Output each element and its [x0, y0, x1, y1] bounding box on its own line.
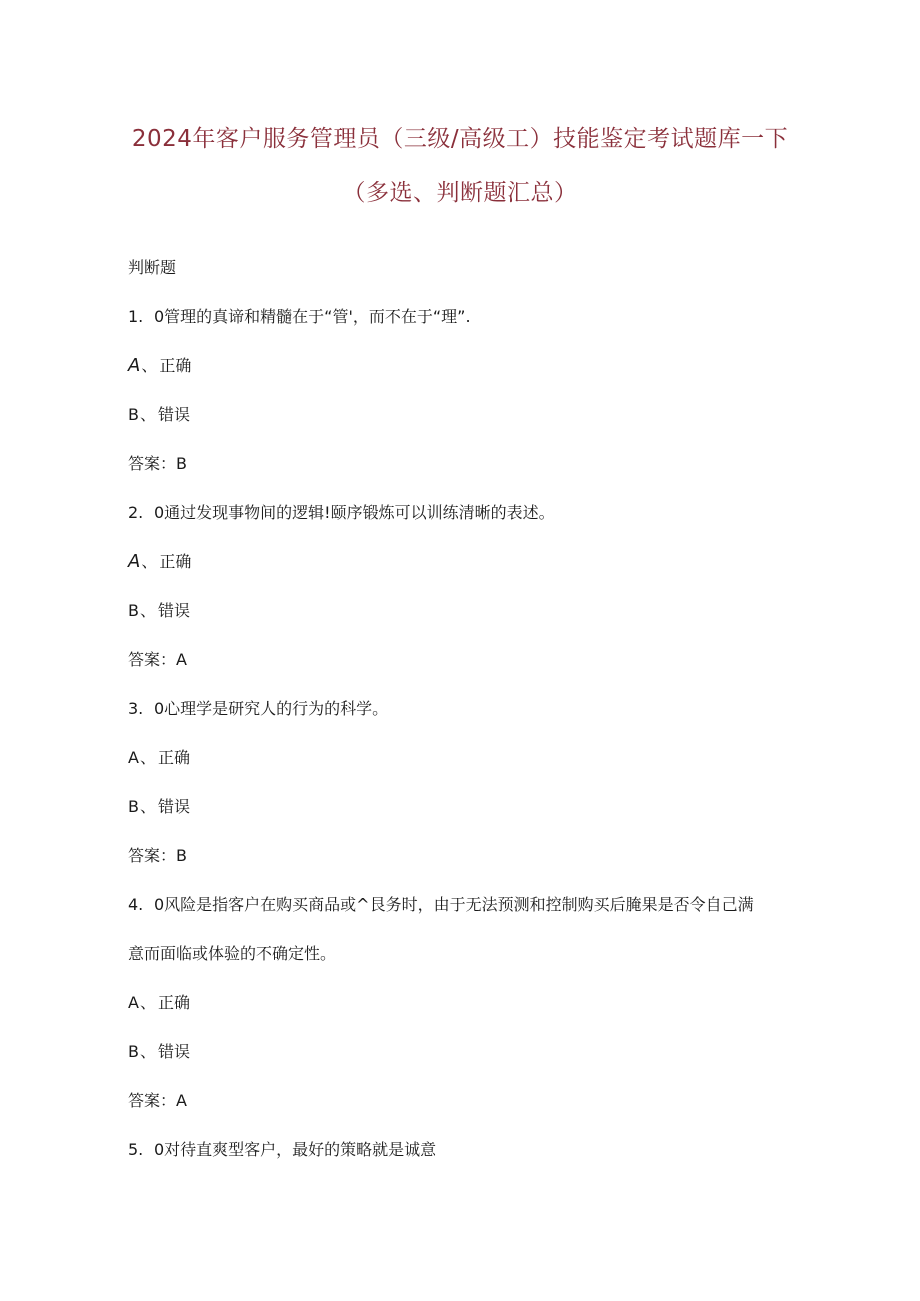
option-letter: B: [128, 1042, 139, 1061]
question-number: 5.: [128, 1140, 144, 1159]
question-2: [128, 503, 555, 523]
question-2-option-b: [128, 601, 190, 621]
option-separator: 、: [141, 552, 158, 571]
answer-value: A: [176, 650, 187, 669]
section-heading: 判断题: [128, 258, 177, 277]
option-label: 错误: [158, 797, 191, 816]
answer-value: B: [176, 846, 187, 865]
option-letter: A: [128, 355, 141, 376]
document-title-line-1: 2024年客户服务管理员（三级/高级工）技能鉴定考试题库一下: [131, 126, 789, 152]
option-letter: B: [128, 601, 139, 620]
question-2-answer: [128, 650, 187, 670]
answer-label: 答案：: [128, 1091, 177, 1110]
question-text: 0管理的真谛和精髓在于“管'，而不在于“理”.: [154, 307, 471, 326]
option-label: 正确: [159, 552, 192, 571]
option-letter: B: [128, 797, 139, 816]
question-text: 0对待直爽型客户，最好的策略就是诚意: [154, 1140, 437, 1159]
question-1-option-a: [128, 356, 191, 376]
document-title-line-2: （多选、判断题汇总）: [342, 180, 578, 206]
question-text: 0通过发现事物间的逻辑!颐序锻炼可以训练清晰的表述。: [154, 503, 555, 522]
question-3-answer: [128, 846, 187, 866]
answer-label: 答案：: [128, 454, 177, 473]
question-1-option-b: [128, 405, 190, 425]
option-separator: 、: [139, 797, 156, 816]
option-label: 错误: [158, 1042, 191, 1061]
answer-label: 答案：: [128, 650, 177, 669]
option-separator: 、: [139, 748, 156, 767]
option-separator: 、: [139, 993, 156, 1012]
question-text: 0风险是指客户在购买商品或^艮务时，由于无法预测和控制购买后腌果是否令自己满: [154, 895, 754, 914]
question-5: [128, 1140, 436, 1160]
question-4-option-b: [128, 1042, 190, 1062]
option-separator: 、: [141, 356, 158, 375]
question-4-continuation: 意而面临或体验的不确定性。: [128, 944, 337, 963]
question-number: 1.: [128, 307, 144, 326]
question-text: 0心理学是研究人的行为的科学。: [154, 699, 389, 718]
option-label: 错误: [158, 601, 191, 620]
option-separator: 、: [139, 405, 156, 424]
option-label: 错误: [158, 405, 191, 424]
answer-label: 答案：: [128, 846, 177, 865]
question-3: [128, 699, 388, 719]
option-separator: 、: [139, 1042, 156, 1061]
question-4-option-a: [128, 993, 190, 1013]
option-separator: 、: [139, 601, 156, 620]
question-2-option-a: [128, 552, 191, 572]
option-letter: A: [128, 748, 139, 767]
answer-value: A: [176, 1091, 187, 1110]
answer-value: B: [176, 454, 187, 473]
option-label: 正确: [159, 356, 192, 375]
option-label: 正确: [157, 748, 190, 767]
question-4-answer: [128, 1091, 187, 1111]
option-label: 正确: [157, 993, 190, 1012]
question-1-answer: [128, 454, 187, 474]
option-letter: B: [128, 405, 139, 424]
option-letter: A: [128, 551, 141, 572]
question-3-option-b: [128, 797, 190, 817]
question-number: 2.: [128, 503, 144, 522]
question-number: 4.: [128, 895, 144, 914]
option-letter: A: [128, 993, 139, 1012]
question-4: [128, 895, 754, 915]
question-3-option-a: [128, 748, 190, 768]
question-1: [128, 307, 471, 327]
question-number: 3.: [128, 699, 144, 718]
